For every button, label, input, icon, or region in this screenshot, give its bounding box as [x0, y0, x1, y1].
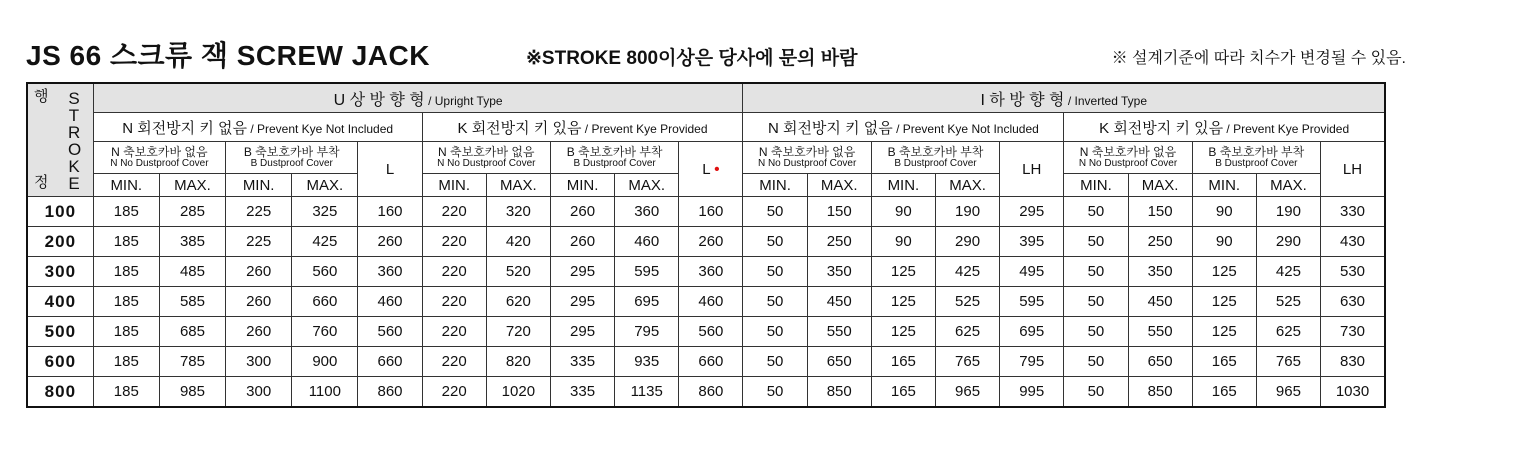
table-cell: 460: [358, 287, 422, 317]
max-header: MAX.: [615, 174, 679, 197]
table-cell: 720: [486, 317, 550, 347]
max-header: MAX.: [1128, 174, 1192, 197]
table-cell: 460: [679, 287, 743, 317]
table-cell: 250: [1128, 227, 1192, 257]
table-cell: 485: [159, 257, 225, 287]
min-header: MIN.: [871, 174, 935, 197]
inverted-type-header: I 하 방 향 형 / Inverted Type: [743, 83, 1385, 113]
table-cell: 1030: [1321, 377, 1385, 408]
table-cell: 760: [292, 317, 358, 347]
table-cell: 630: [1321, 287, 1385, 317]
table-cell: 550: [1128, 317, 1192, 347]
table-cell: 325: [292, 197, 358, 227]
table-cell: 160: [358, 197, 422, 227]
table-cell: 695: [1000, 317, 1064, 347]
table-cell: 765: [935, 347, 999, 377]
l-dot-header: L •: [679, 142, 743, 197]
table-cell: 765: [1256, 347, 1320, 377]
table-cell: 560: [358, 317, 422, 347]
stroke-value: 500: [27, 317, 93, 347]
n-cover-header: N 축보호카바 없음 N No Dustproof Cover: [1064, 142, 1192, 174]
table-cell: 185: [93, 287, 159, 317]
table-cell: 250: [807, 227, 871, 257]
table-cell: 165: [871, 347, 935, 377]
table-cell: 125: [871, 317, 935, 347]
stroke-value: 400: [27, 287, 93, 317]
upright-k-group: K 회전방지 키 있음 / Prevent Kye Provided: [422, 113, 743, 142]
table-cell: 425: [935, 257, 999, 287]
max-header: MAX.: [159, 174, 225, 197]
table-cell: 185: [93, 227, 159, 257]
table-cell: 850: [1128, 377, 1192, 408]
table-cell: 560: [292, 257, 358, 287]
table-cell: 495: [1000, 257, 1064, 287]
stroke-value: 100: [27, 197, 93, 227]
table-cell: 90: [871, 227, 935, 257]
l-header: L: [358, 142, 422, 197]
table-row: [27, 347, 1385, 377]
table-cell: 625: [1256, 317, 1320, 347]
table-cell: 260: [679, 227, 743, 257]
table-cell: 50: [743, 227, 807, 257]
table-cell: 150: [807, 197, 871, 227]
table-cell: 125: [1192, 257, 1256, 287]
table-cell: 225: [226, 227, 292, 257]
table-cell: 225: [226, 197, 292, 227]
stroke-value: 800: [27, 377, 93, 408]
data-rows: [27, 197, 1385, 408]
b-cover-header: B 축보호카바 부착 B Dustproof Cover: [1192, 142, 1320, 174]
table-cell: 650: [1128, 347, 1192, 377]
table-cell: 335: [550, 377, 614, 408]
table-cell: 50: [743, 377, 807, 408]
n-cover-header: N 축보호카바 없음 N No Dustproof Cover: [743, 142, 871, 174]
table-cell: 935: [615, 347, 679, 377]
b-cover-header: B 축보호카바 부착 B Dustproof Cover: [871, 142, 999, 174]
table-cell: 1100: [292, 377, 358, 408]
stroke-note: ※STROKE 800이상은 당사에 문의 바람: [526, 48, 858, 69]
stroke-value: 600: [27, 347, 93, 377]
table-cell: 795: [1000, 347, 1064, 377]
table-cell: 450: [807, 287, 871, 317]
lh-header: LH: [1321, 142, 1385, 197]
table-cell: 290: [1256, 227, 1320, 257]
min-header: MIN.: [743, 174, 807, 197]
table-cell: 360: [679, 257, 743, 287]
min-header: MIN.: [226, 174, 292, 197]
table-cell: 685: [159, 317, 225, 347]
table-cell: 350: [807, 257, 871, 287]
stroke-header: [27, 83, 93, 197]
table-cell: 160: [679, 197, 743, 227]
table-cell: 425: [292, 227, 358, 257]
table-cell: 150: [1128, 197, 1192, 227]
stroke-eng: STROKE: [68, 89, 82, 193]
b-cover-header: B 축보호카바 부착 B Dustproof Cover: [550, 142, 678, 174]
spec-table: [26, 82, 1386, 408]
table-cell: 260: [226, 317, 292, 347]
table-row: [27, 257, 1385, 287]
table-cell: 125: [1192, 317, 1256, 347]
table-cell: 860: [679, 377, 743, 408]
table-cell: 830: [1321, 347, 1385, 377]
table-cell: 450: [1128, 287, 1192, 317]
table-cell: 525: [1256, 287, 1320, 317]
table-cell: 220: [422, 317, 486, 347]
table-cell: 220: [422, 257, 486, 287]
table-cell: 300: [226, 347, 292, 377]
table-cell: 420: [486, 227, 550, 257]
table-cell: 995: [1000, 377, 1064, 408]
table-cell: 90: [1192, 227, 1256, 257]
table-cell: 260: [358, 227, 422, 257]
design-note: ※ 설계기준에 따라 치수가 변경될 수 있음.: [1111, 50, 1406, 67]
table-cell: 965: [935, 377, 999, 408]
table-cell: 260: [550, 227, 614, 257]
inverted-n-group: N 회전방지 키 없음 / Prevent Kye Not Included: [743, 113, 1064, 142]
table-cell: 730: [1321, 317, 1385, 347]
table-cell: 330: [1321, 197, 1385, 227]
table-cell: 660: [679, 347, 743, 377]
inverted-k-group: K 회전방지 키 있음 / Prevent Kye Provided: [1064, 113, 1385, 142]
table-cell: 295: [550, 317, 614, 347]
table-cell: 395: [1000, 227, 1064, 257]
table-cell: 260: [226, 257, 292, 287]
table-cell: 90: [871, 197, 935, 227]
stroke-value: 300: [27, 257, 93, 287]
table-cell: 285: [159, 197, 225, 227]
table-cell: 660: [292, 287, 358, 317]
table-cell: 360: [615, 197, 679, 227]
table-cell: 165: [871, 377, 935, 408]
table-cell: 185: [93, 197, 159, 227]
upright-type-header: U 상 방 향 형 / Upright Type: [93, 83, 743, 113]
table-cell: 595: [1000, 287, 1064, 317]
table-cell: 660: [358, 347, 422, 377]
table-cell: 695: [615, 287, 679, 317]
table-cell: 650: [807, 347, 871, 377]
max-header: MAX.: [807, 174, 871, 197]
table-cell: 625: [935, 317, 999, 347]
min-header: MIN.: [422, 174, 486, 197]
table-cell: 290: [935, 227, 999, 257]
lh-header: LH: [1000, 142, 1064, 197]
table-cell: 220: [422, 197, 486, 227]
table-cell: 850: [807, 377, 871, 408]
table-cell: 1135: [615, 377, 679, 408]
min-header: MIN.: [93, 174, 159, 197]
table-cell: 430: [1321, 227, 1385, 257]
table-cell: 560: [679, 317, 743, 347]
max-header: MAX.: [292, 174, 358, 197]
table-cell: 185: [93, 347, 159, 377]
table-row: [27, 317, 1385, 347]
table-cell: 220: [422, 347, 486, 377]
table-cell: 795: [615, 317, 679, 347]
table-cell: 165: [1192, 347, 1256, 377]
table-cell: 595: [615, 257, 679, 287]
table-cell: 220: [422, 377, 486, 408]
n-cover-header: N 축보호카바 없음 N No Dustproof Cover: [93, 142, 225, 174]
table-cell: 785: [159, 347, 225, 377]
table-cell: 90: [1192, 197, 1256, 227]
table-cell: 585: [159, 287, 225, 317]
table-cell: 190: [1256, 197, 1320, 227]
table-cell: 965: [1256, 377, 1320, 408]
table-cell: 50: [743, 347, 807, 377]
table-cell: 185: [93, 317, 159, 347]
max-header: MAX.: [935, 174, 999, 197]
table-cell: 125: [871, 287, 935, 317]
table-row: [27, 197, 1385, 227]
table-cell: 520: [486, 257, 550, 287]
table-cell: 125: [1192, 287, 1256, 317]
table-cell: 360: [358, 257, 422, 287]
table-cell: 50: [1064, 197, 1128, 227]
table-cell: 50: [1064, 287, 1128, 317]
table-cell: 320: [486, 197, 550, 227]
table-cell: 260: [226, 287, 292, 317]
table-cell: 50: [1064, 317, 1128, 347]
stroke-kor-bottom: 정: [34, 174, 49, 191]
table-cell: 50: [743, 197, 807, 227]
max-header: MAX.: [1256, 174, 1320, 197]
table-cell: 185: [93, 257, 159, 287]
table-cell: 295: [1000, 197, 1064, 227]
page-title: JS 66 스크류 잭 SCREW JACK: [26, 40, 430, 71]
stroke-kor-top: 행: [34, 88, 49, 105]
table-cell: 50: [743, 287, 807, 317]
upright-n-group: N 회전방지 키 없음 / Prevent Kye Not Included: [93, 113, 422, 142]
table-cell: 50: [743, 257, 807, 287]
table-cell: 50: [1064, 377, 1128, 408]
table-cell: 50: [1064, 257, 1128, 287]
table-cell: 425: [1256, 257, 1320, 287]
table-cell: 50: [743, 317, 807, 347]
table-cell: 300: [226, 377, 292, 408]
min-header: MIN.: [1192, 174, 1256, 197]
title-row: [26, 34, 1406, 74]
red-dot-icon: •: [714, 160, 720, 178]
table-cell: 525: [935, 287, 999, 317]
table-cell: 860: [358, 377, 422, 408]
table-cell: 220: [422, 287, 486, 317]
table-cell: 165: [1192, 377, 1256, 408]
table-cell: 125: [871, 257, 935, 287]
table-cell: 900: [292, 347, 358, 377]
table-cell: 530: [1321, 257, 1385, 287]
stroke-value: 200: [27, 227, 93, 257]
table-row: [27, 377, 1385, 408]
table-cell: 985: [159, 377, 225, 408]
min-header: MIN.: [1064, 174, 1128, 197]
table-cell: 50: [1064, 347, 1128, 377]
table-cell: 220: [422, 227, 486, 257]
table-cell: 295: [550, 287, 614, 317]
table-cell: 185: [93, 377, 159, 408]
table-cell: 820: [486, 347, 550, 377]
table-cell: 550: [807, 317, 871, 347]
table-cell: 385: [159, 227, 225, 257]
table-cell: 50: [1064, 227, 1128, 257]
b-cover-header: B 축보호카바 부착 B Dustproof Cover: [226, 142, 358, 174]
table-cell: 350: [1128, 257, 1192, 287]
max-header: MAX.: [486, 174, 550, 197]
table-cell: 260: [550, 197, 614, 227]
min-header: MIN.: [550, 174, 614, 197]
table-row: [27, 287, 1385, 317]
table-cell: 295: [550, 257, 614, 287]
table-cell: 620: [486, 287, 550, 317]
table-row: [27, 227, 1385, 257]
n-cover-header: N 축보호카바 없음 N No Dustproof Cover: [422, 142, 550, 174]
table-cell: 190: [935, 197, 999, 227]
table-cell: 1020: [486, 377, 550, 408]
table-cell: 335: [550, 347, 614, 377]
table-cell: 460: [615, 227, 679, 257]
